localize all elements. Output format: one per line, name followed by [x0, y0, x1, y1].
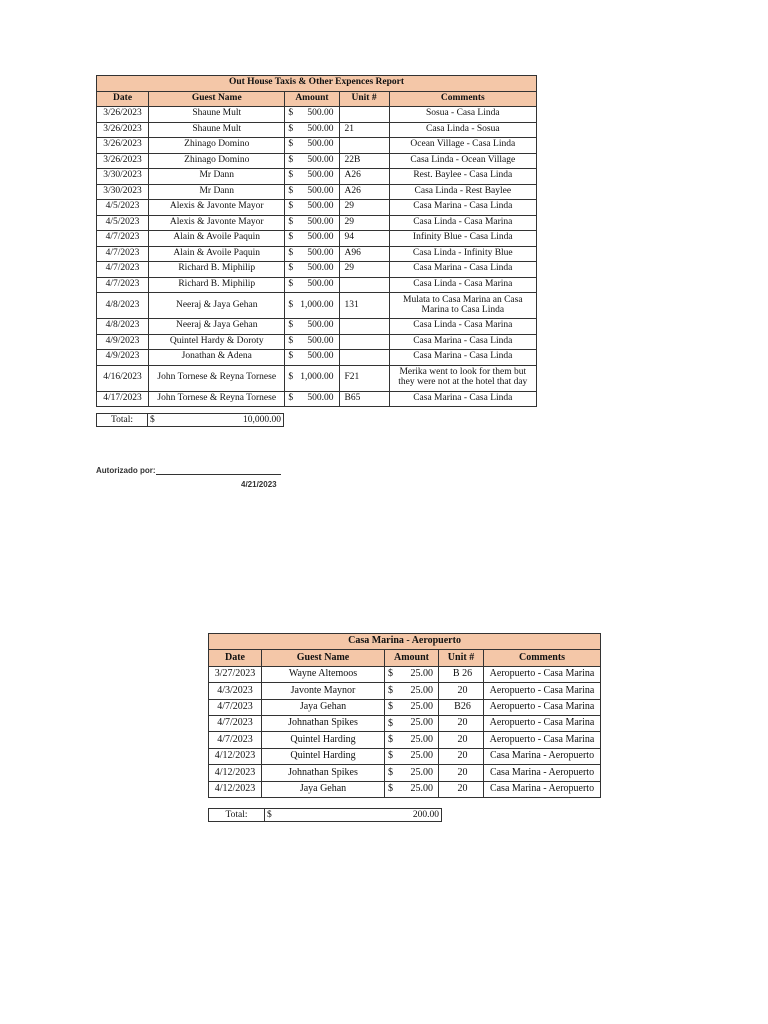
cell-currency: $ [388, 750, 393, 762]
cell-guest-name: Quintel Harding [262, 748, 385, 764]
header-guest-name: Guest Name [149, 91, 285, 107]
table-row [97, 107, 537, 123]
cell-amount [285, 200, 339, 216]
cell-unit: 20 [439, 732, 484, 748]
cell-unit: 29 [339, 200, 389, 216]
cell-guest-name: Mr Dann [149, 184, 285, 200]
cell-guest-name: Alain & Avoile Paquin [149, 231, 285, 247]
cell-date: 4/3/2023 [209, 683, 262, 699]
cell-amount-value: 500.00 [307, 123, 334, 134]
cell-amount [285, 293, 339, 319]
cell-unit [339, 350, 389, 366]
cell-comments: Casa Linda - Rest Baylee [389, 184, 536, 200]
cell-comments: Merika went to look for them but they were not at the hotel that day [389, 365, 536, 391]
cell-amount-value: 500.00 [307, 216, 334, 227]
cell-guest-name: Jaya Gehan [262, 781, 385, 797]
cell-amount [385, 765, 439, 781]
cell-date: 3/26/2023 [97, 138, 149, 154]
cell-amount [285, 277, 339, 293]
cell-comments: Casa Linda - Casa Marina [389, 215, 536, 231]
table-row [209, 715, 601, 731]
cell-currency: $ [288, 216, 294, 227]
cell-unit: 29 [339, 215, 389, 231]
cell-amount-value: 500.00 [307, 351, 334, 362]
cell-comments: Sosua - Casa Linda [389, 107, 536, 123]
report-header-row [97, 91, 537, 107]
cell-amount-value: 25.00 [410, 733, 433, 745]
table-row [97, 319, 537, 335]
cell-currency: $ [288, 201, 294, 212]
cell-date: 3/27/2023 [209, 666, 262, 682]
header-amount: Amount [385, 650, 439, 666]
cell-amount-value: 500.00 [307, 154, 334, 165]
cell-date: 4/12/2023 [209, 765, 262, 781]
cell-comments: Casa Marina - Casa Linda [389, 262, 536, 278]
cell-currency: $ [288, 278, 294, 289]
header-unit: Unit # [339, 91, 389, 107]
cell-comments: Casa Linda - Infinity Blue [389, 246, 536, 262]
total-value: 10,000.00 [243, 415, 281, 425]
cell-currency: $ [288, 139, 294, 150]
cell-amount-value: 500.00 [307, 392, 334, 403]
table-row [97, 231, 537, 247]
cell-comments: Casa Marina - Aeropuerto [484, 748, 601, 764]
cell-amount [285, 153, 339, 169]
airport-title: Casa Marina - Aeropuerto [209, 634, 601, 650]
cell-unit: 20 [439, 748, 484, 764]
cell-amount-value: 25.00 [410, 717, 433, 729]
cell-guest-name: Johnathan Spikes [262, 715, 385, 731]
cell-amount-value: 25.00 [410, 668, 433, 680]
cell-date: 4/7/2023 [209, 732, 262, 748]
cell-date: 4/7/2023 [97, 231, 149, 247]
table-row [209, 765, 601, 781]
authorized-by [96, 466, 281, 475]
cell-currency: $ [388, 782, 393, 794]
cell-amount [285, 184, 339, 200]
cell-comments: Infinity Blue - Casa Linda [389, 231, 536, 247]
header-comments: Comments [484, 650, 601, 666]
report-title: Out House Taxis & Other Expences Report [97, 76, 537, 92]
report-body [97, 107, 537, 407]
cell-currency: $ [288, 123, 294, 134]
cell-guest-name: Zhinago Domino [149, 138, 285, 154]
cell-unit: 20 [439, 715, 484, 731]
table-row [97, 122, 537, 138]
cell-guest-name: Shaune Mult [149, 122, 285, 138]
cell-amount-value: 500.00 [307, 335, 334, 346]
cell-comments: Ocean Village - Casa Linda [389, 138, 536, 154]
cell-guest-name: Quintel Hardy & Doroty [149, 334, 285, 350]
total-label: Total: [208, 808, 265, 822]
cell-amount [385, 715, 439, 731]
cell-unit [339, 138, 389, 154]
cell-currency: $ [288, 263, 294, 274]
cell-unit: A26 [339, 169, 389, 185]
cell-comments: Aeropuerto - Casa Marina [484, 683, 601, 699]
cell-date: 4/7/2023 [97, 277, 149, 293]
cell-currency: $ [288, 247, 294, 258]
table-row [97, 246, 537, 262]
cell-unit: 21 [339, 122, 389, 138]
signature-line [156, 466, 281, 475]
table-row [209, 748, 601, 764]
report-total [96, 413, 284, 427]
table-row [209, 666, 601, 682]
cell-guest-name: Richard B. Miphilip [149, 277, 285, 293]
header-date: Date [97, 91, 149, 107]
cell-date: 3/30/2023 [97, 184, 149, 200]
cell-currency: $ [288, 232, 294, 243]
cell-comments: Casa Marina - Aeropuerto [484, 781, 601, 797]
airport-total [208, 808, 442, 822]
cell-guest-name: Jaya Gehan [262, 699, 385, 715]
table-row [97, 365, 537, 391]
cell-currency: $ [288, 351, 294, 362]
table-row [97, 293, 537, 319]
cell-currency: $ [288, 185, 294, 196]
cell-guest-name: Zhinago Domino [149, 153, 285, 169]
cell-date: 4/9/2023 [97, 334, 149, 350]
cell-unit: F21 [339, 365, 389, 391]
table-row [97, 391, 537, 407]
header-comments: Comments [389, 91, 536, 107]
cell-amount [385, 699, 439, 715]
cell-currency: $ [288, 154, 294, 165]
cell-unit: 29 [339, 262, 389, 278]
cell-unit [339, 334, 389, 350]
cell-comments: Aeropuerto - Casa Marina [484, 699, 601, 715]
cell-unit: 22B [339, 153, 389, 169]
header-amount: Amount [285, 91, 339, 107]
expense-report-table [96, 75, 537, 407]
total-amount [265, 808, 442, 822]
cell-unit: 131 [339, 293, 389, 319]
total-currency: $ [267, 810, 272, 820]
cell-unit: A96 [339, 246, 389, 262]
cell-date: 4/9/2023 [97, 350, 149, 366]
cell-unit: 20 [439, 765, 484, 781]
cell-amount [385, 781, 439, 797]
cell-guest-name: Wayne Altemoos [262, 666, 385, 682]
cell-amount [285, 350, 339, 366]
table-row [97, 184, 537, 200]
cell-amount-value: 500.00 [307, 232, 334, 243]
cell-guest-name: Neeraj & Jaya Gehan [149, 293, 285, 319]
cell-amount-value: 500.00 [307, 170, 334, 181]
cell-amount-value: 500.00 [307, 185, 334, 196]
cell-amount [285, 334, 339, 350]
cell-amount-value: 25.00 [410, 750, 433, 762]
header-unit: Unit # [439, 650, 484, 666]
cell-guest-name: Mr Dann [149, 169, 285, 185]
cell-amount-value: 500.00 [307, 320, 334, 331]
table-row [209, 732, 601, 748]
cell-amount [285, 391, 339, 407]
cell-amount-value: 25.00 [410, 766, 433, 778]
cell-comments: Mulata to Casa Marina an Casa Marina to Casa Linda [389, 293, 536, 319]
table-row [97, 215, 537, 231]
header-date: Date [209, 650, 262, 666]
table-row [97, 334, 537, 350]
cell-amount-value: 500.00 [307, 108, 334, 119]
cell-date: 4/7/2023 [209, 715, 262, 731]
cell-guest-name: John Tornese & Reyna Tornese [149, 365, 285, 391]
cell-date: 4/5/2023 [97, 215, 149, 231]
cell-currency: $ [288, 372, 294, 383]
cell-date: 4/12/2023 [209, 748, 262, 764]
cell-currency: $ [388, 766, 393, 778]
cell-currency: $ [288, 320, 294, 331]
report-date: 4/21/2023 [241, 480, 277, 489]
cell-amount-value: 25.00 [410, 684, 433, 696]
total-amount [148, 413, 284, 427]
table-row [97, 138, 537, 154]
cell-guest-name: Javonte Maynor [262, 683, 385, 699]
cell-comments: Casa Marina - Aeropuerto [484, 765, 601, 781]
cell-currency: $ [288, 170, 294, 181]
cell-comments: Casa Marina - Casa Linda [389, 200, 536, 216]
cell-unit: 20 [439, 683, 484, 699]
cell-amount [285, 319, 339, 335]
cell-guest-name: John Tornese & Reyna Tornese [149, 391, 285, 407]
cell-currency: $ [288, 335, 294, 346]
cell-date: 4/5/2023 [97, 200, 149, 216]
cell-unit: 20 [439, 781, 484, 797]
cell-amount [285, 262, 339, 278]
cell-amount [285, 122, 339, 138]
airport-transfer-table [208, 633, 601, 798]
cell-date: 3/26/2023 [97, 122, 149, 138]
total-label: Total: [96, 413, 148, 427]
table-row [97, 169, 537, 185]
cell-amount-value: 1,000.00 [300, 299, 334, 310]
header-guest-name: Guest Name [262, 650, 385, 666]
cell-guest-name: Alexis & Javonte Mayor [149, 215, 285, 231]
cell-date: 4/7/2023 [97, 246, 149, 262]
cell-amount [285, 107, 339, 123]
cell-amount [285, 246, 339, 262]
cell-currency: $ [388, 701, 393, 712]
cell-guest-name: Johnathan Spikes [262, 765, 385, 781]
cell-guest-name: Alexis & Javonte Mayor [149, 200, 285, 216]
cell-comments: Casa Marina - Casa Linda [389, 334, 536, 350]
total-currency: $ [150, 415, 155, 425]
cell-comments: Aeropuerto - Casa Marina [484, 666, 601, 682]
cell-comments: Casa Marina - Casa Linda [389, 391, 536, 407]
cell-date: 4/8/2023 [97, 319, 149, 335]
cell-comments: Aeropuerto - Casa Marina [484, 715, 601, 731]
cell-comments: Aeropuerto - Casa Marina [484, 732, 601, 748]
cell-guest-name: Quintel Harding [262, 732, 385, 748]
table-row [209, 781, 601, 797]
cell-currency: $ [388, 684, 393, 696]
table-row [97, 350, 537, 366]
cell-comments: Casa Linda - Sosua [389, 122, 536, 138]
cell-unit [339, 277, 389, 293]
table-row [97, 277, 537, 293]
cell-unit [339, 319, 389, 335]
cell-currency: $ [388, 733, 393, 745]
cell-amount-value: 25.00 [410, 701, 433, 712]
cell-amount-value: 1,000.00 [300, 372, 334, 383]
cell-unit: B65 [339, 391, 389, 407]
cell-comments: Casa Linda - Casa Marina [389, 277, 536, 293]
table-row [97, 200, 537, 216]
table-row [209, 683, 601, 699]
cell-amount-value: 500.00 [307, 247, 334, 258]
cell-comments: Casa Linda - Casa Marina [389, 319, 536, 335]
cell-amount [385, 666, 439, 682]
cell-date: 3/26/2023 [97, 107, 149, 123]
cell-unit: 94 [339, 231, 389, 247]
cell-date: 4/7/2023 [97, 262, 149, 278]
cell-unit: B26 [439, 699, 484, 715]
cell-amount [285, 365, 339, 391]
cell-amount-value: 500.00 [307, 139, 334, 150]
cell-amount-value: 500.00 [307, 263, 334, 274]
cell-date: 4/8/2023 [97, 293, 149, 319]
cell-amount [385, 683, 439, 699]
table-row [97, 153, 537, 169]
cell-unit: A26 [339, 184, 389, 200]
cell-currency: $ [288, 108, 294, 119]
cell-date: 4/17/2023 [97, 391, 149, 407]
cell-date: 3/30/2023 [97, 169, 149, 185]
airport-header-row [209, 650, 601, 666]
cell-comments: Casa Marina - Casa Linda [389, 350, 536, 366]
table-row [97, 262, 537, 278]
cell-comments: Casa Linda - Ocean Village [389, 153, 536, 169]
cell-unit: B 26 [439, 666, 484, 682]
cell-guest-name: Alain & Avoile Paquin [149, 246, 285, 262]
cell-date: 3/26/2023 [97, 153, 149, 169]
cell-amount [285, 169, 339, 185]
cell-guest-name: Jonathan & Adena [149, 350, 285, 366]
cell-amount-value: 500.00 [307, 201, 334, 212]
cell-amount [285, 138, 339, 154]
cell-date: 4/7/2023 [209, 699, 262, 715]
cell-currency: $ [388, 668, 393, 680]
cell-amount-value: 500.00 [307, 278, 334, 289]
authorized-label: Autorizado por: [96, 466, 156, 475]
cell-date: 4/12/2023 [209, 781, 262, 797]
cell-guest-name: Shaune Mult [149, 107, 285, 123]
cell-currency: $ [388, 717, 393, 729]
cell-date: 4/16/2023 [97, 365, 149, 391]
cell-currency: $ [288, 392, 294, 403]
total-value: 200.00 [412, 810, 439, 820]
cell-amount [285, 215, 339, 231]
cell-comments: Rest. Baylee - Casa Linda [389, 169, 536, 185]
cell-amount [385, 732, 439, 748]
cell-amount [285, 231, 339, 247]
cell-guest-name: Neeraj & Jaya Gehan [149, 319, 285, 335]
cell-currency: $ [288, 299, 294, 310]
cell-amount [385, 748, 439, 764]
cell-amount-value: 25.00 [410, 782, 433, 794]
table-row [209, 699, 601, 715]
cell-guest-name: Richard B. Miphilip [149, 262, 285, 278]
airport-body [209, 666, 601, 797]
cell-unit [339, 107, 389, 123]
